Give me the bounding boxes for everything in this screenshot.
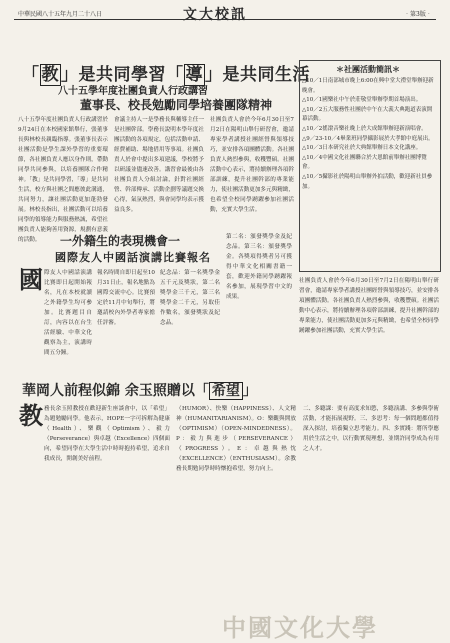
lead-column-1: 八十五學年度社團負責人行政講習於9月24日在本校國家館舉行，張董事長與林校長親臨指導。張董事長表示社團活動是學生課外學習的重要環節，各社團負責人應以身作則，帶動同學共同參與，以培養團隊合作精神。「教」是共同學習，「導」是共同生活，校方與社團之間應彼此溝通，共同努力，讓社團活動更加蓬勃發展。林校長指出，社團活動可以培養同學的領導能力與服務熱誠，希望社團負責人能夠善用資源，規劃有意義的活動。: [18, 117, 108, 243]
lead-column-2: 會議主持人一是學務長與輔導主任一是社團幹部。學務長說明本學年度社團活動的各項規定，包括活動申請、經費補助、場地借用等事項。社團負責人於會中提出多項建議，學校將予以研議並儘速改善。講習會最後由各社團負責人分組討論，針對社團經營、幹部傳承、活動企劃等議題交換心得，氣氛熱烈，與會同學均表示獲益良多。: [114, 117, 204, 213]
hope-article-dropcap: 教: [19, 401, 43, 430]
speech-contest-title: 一外籍生的表現機會一: [60, 234, 181, 248]
hope-column-2: （HUMOR）、快樂（HAPPINESS）、人文精神（HUMANITARIANISM）。O：樂觀與開放（OPTIMISM）（OPEN-MINDEDNESS）。P：毅力與進步（PERSEVERANCE）（PROGRESS）。E：卓越與熱忱（EXCELLENCE）（ENTHUSIASM）。余教務長期勉同學時時懷抱希望，努力向上。: [176, 406, 296, 472]
lead-continued-column: 社團負責人會於今年6月30日至7月2日在陽明山舉行研習會，邀請專家學者講授社團經營與領導技巧，並安排各項團體活動。各社團負責人熱烈參與，收穫豐碩。社團活動中心表示，將持續辦理各項幹部訓練，提升社團幹部的專業能力，使社團活動更加多元與精緻，也希望全校同學踴躍參加社團活動，充實大學生活。: [299, 278, 439, 334]
speech-column-3: 紀念品：第一名獎學金五千元及獎狀，第二名獎學金三千元，第三名獎學金二千元，另取佳作數名，頒發獎狀及紀念品。: [160, 270, 220, 326]
list-item: △10／5攝影社於陽明山舉辦外拍活動，歡迎新社員參加。: [302, 173, 433, 190]
lead-headline: 「 教 」是共同學習「 導 」是共同生活: [22, 65, 310, 85]
lead-column-3: 社團負責人會於今年6月30日至7月2日在陽明山舉行研習會，邀請專家學者講授社團經營與領導技巧，並安排各項團體活動。各社團負責人熱烈參與，收穫豐碩。社團活動中心表示，將持續辦理各項幹部訓練，提升社團幹部的專業能力，使社團活動更加多元與精緻，也希望全校同學踴躍參加社團活動，充實大學生活。: [210, 117, 294, 213]
university-watermark: 中國文化大學: [222, 613, 378, 642]
hope-boxed-word: 希望: [209, 382, 243, 400]
club-news-list: [302, 77, 436, 192]
list-item: △10／3日本研究社於大典館舉辦日本文化講座。: [302, 145, 422, 152]
masthead: 文大校訊: [183, 7, 247, 23]
speech-contest-dropcap: 國: [19, 265, 43, 294]
header-rule: [14, 19, 436, 20]
page-number: ‧第3版‧: [404, 11, 432, 18]
list-item: △10／1國樂社中午於莊敬堂舉辦學期首場演出。: [302, 97, 422, 104]
lead-subhead-2: 董事長、校長勉勵同學培養團隊精神: [80, 98, 273, 112]
speech-column-4: 第二名：頒發獎學金及紀念品。第三名：頒發獎學金。各獎項得獎者另可獲得中華文化相關書籍一套，歡迎外籍同學踴躍報名參加，展現學習中文的成果。: [226, 234, 292, 300]
list-item: △10／4中國文化社團聯合於大恩館前舉辦社團博覽會。: [302, 154, 427, 171]
club-news-title: ＊社團活動簡訊＊: [336, 64, 400, 74]
speech-column-2: 報名時間自即日起至10月31日止，報名地點為國際交流中心。比賽預定於11月中旬舉行，將邀請校內外學者專家擔任評審。: [97, 270, 155, 326]
headline-boxed-char-1: 教: [41, 65, 59, 85]
hope-column-3: 二、多聽課：要有高度求知慾，多聽演講、多參與學術活動，才能拓展視野。三、多思考：每一個問題都值得深入探討，培養獨立思考能力。四、多實踐：將所學應用於生活之中，以行動實現理想，並期許同學成為有用之人才。: [303, 406, 439, 452]
hope-article-title: 華岡人前程似錦 余玉照贈以「 希望 」: [22, 383, 257, 399]
speech-contest-subtitle: 國際友人中國話演講比賽報名: [55, 251, 211, 264]
speech-column-1: 際友人中國話演講比賽即日起開始報名，凡在本校就讀之外籍學生均可參加。比賽題目自訂，內容以在台生活經驗、中華文化觀察為主，演講時間五分鐘。: [44, 270, 92, 356]
lead-subhead: 八十五學年度社團負責人行政講習: [58, 86, 208, 97]
list-item: △10／2五大服務性社團於中午在大義大典跑道表演開幕活動。: [302, 106, 433, 123]
headline-boxed-char-2: 導: [185, 65, 203, 85]
issue-date: 中華民國八十五年九月二十八日: [18, 11, 103, 18]
list-item: △10／1日南部城市晚上6:00在興中堂大禮堂舉辦迎新晚會。: [302, 78, 434, 94]
hope-column-1: 務長余玉照教授在歡迎新生座談會中，以「希望」為題勉勵同學。他表示，HOPE一字可拆解為健康（Health）、樂觀（Optimism）、毅力（Perseverance）與卓越（Excellence）四個面向，希望同學在大學生活中時時抱持希望，追求自我成長，開創美好前程。: [44, 406, 170, 462]
list-item: △9／23-10／4畢業班同學攝影展於大孝館中庭展出。: [302, 135, 434, 142]
list-item: △10／2搖滾音樂社晚上於大成館舉辦迎新演唱會。: [302, 125, 427, 132]
